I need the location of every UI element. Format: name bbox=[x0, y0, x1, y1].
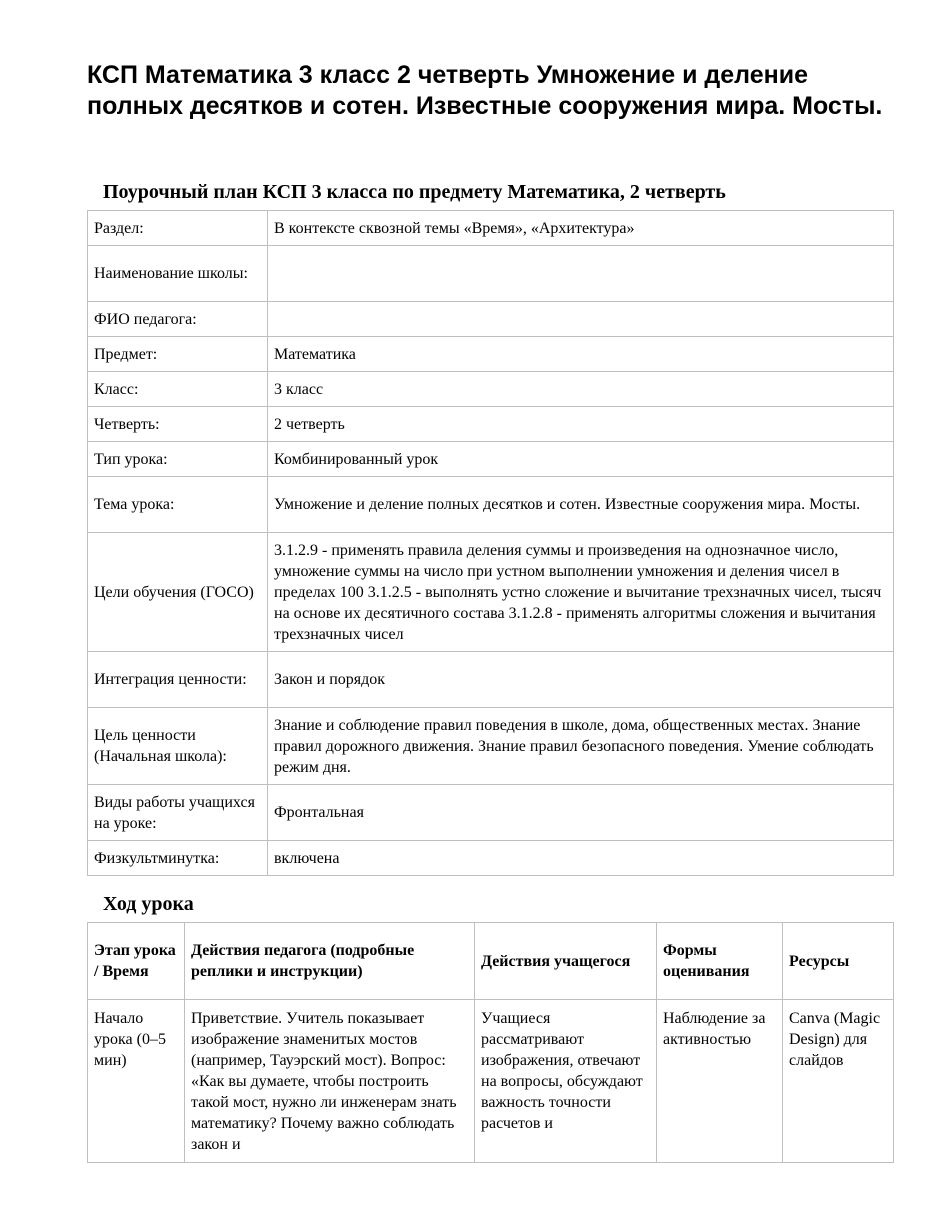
table-row bbox=[88, 477, 894, 533]
row-label: Виды работы учащихся на уроке: bbox=[88, 785, 268, 841]
row-value: Комбинированный урок bbox=[268, 442, 894, 477]
lesson-course-table bbox=[87, 922, 894, 1163]
table-row bbox=[88, 211, 894, 246]
cell-assessment bbox=[657, 1000, 783, 1163]
row-value: Фронтальная bbox=[268, 785, 894, 841]
table-row bbox=[88, 407, 894, 442]
row-label: Тип урока: bbox=[88, 442, 268, 477]
cell-teacher bbox=[185, 1000, 475, 1163]
row-value: 3 класс bbox=[268, 372, 894, 407]
table-row bbox=[88, 841, 894, 876]
plan-heading: Поурочный план КСП 3 класса по предмету Математика, 2 четверть bbox=[103, 181, 726, 203]
row-value: включена bbox=[268, 841, 894, 876]
row-value: Умножение и деление полных десятков и сотен. Известные сооружения мира. Мосты. bbox=[268, 477, 894, 533]
column-header-teacher: Действия педагога (подробные реплики и инструкции) bbox=[185, 923, 475, 1000]
column-header-student: Действия учащегося bbox=[475, 923, 657, 1000]
column-header-stage: Этап урока / Время bbox=[88, 923, 185, 1000]
row-label: Физкультминутка: bbox=[88, 841, 268, 876]
row-value: 3.1.2.9 - применять правила деления суммы и произведения на однозначное число, умножение суммы на число при устном выполнении умножения и деления чисел в пределах 100 3.1.2.5 - выполнять устно сложение и вычитание трехзначных чисел, тысяч на основе их десятичного состава 3.1.2.8 - применять алгоритмы сложения и вычитания трехзначных чисел bbox=[268, 533, 894, 652]
cell-assessment-text: Наблюдение за активностью bbox=[663, 1010, 766, 1048]
table-row bbox=[88, 533, 894, 652]
table-row bbox=[88, 652, 894, 708]
row-label: Раздел: bbox=[88, 211, 268, 246]
column-header-assessment: Формы оценивания bbox=[657, 923, 783, 1000]
row-value bbox=[268, 302, 894, 337]
row-value: Математика bbox=[268, 337, 894, 372]
row-label: Цель ценности (Начальная школа): bbox=[88, 708, 268, 785]
row-label: Цели обучения (ГОСО) bbox=[88, 533, 268, 652]
row-value: 2 четверть bbox=[268, 407, 894, 442]
table-row bbox=[88, 785, 894, 841]
row-label: Четверть: bbox=[88, 407, 268, 442]
row-label: Интеграция ценности: bbox=[88, 652, 268, 708]
row-label: Предмет: bbox=[88, 337, 268, 372]
column-header-resources: Ресурсы bbox=[783, 923, 894, 1000]
course-heading: Ход урока bbox=[103, 893, 194, 915]
row-value: В контексте сквозной темы «Время», «Архитектура» bbox=[268, 211, 894, 246]
row-label: Тема урока: bbox=[88, 477, 268, 533]
row-value: Знание и соблюдение правил поведения в школе, дома, общественных местах. Знание правил дорожного движения. Знание правил безопасного поведения. Умение соблюдать режим дня. bbox=[268, 708, 894, 785]
row-label: Класс: bbox=[88, 372, 268, 407]
cell-resources bbox=[783, 1000, 894, 1163]
table-row bbox=[88, 302, 894, 337]
table-row bbox=[88, 246, 894, 302]
table-row bbox=[88, 337, 894, 372]
table-header-row bbox=[88, 923, 894, 1000]
lesson-info-table bbox=[87, 210, 894, 876]
cell-stage-text: Начало урока (0–5 мин) bbox=[94, 1010, 166, 1069]
document-title: КСП Математика 3 класс 2 четверть Умножение и деление полных десятков и сотен. Известные сооружения мира. Мосты. bbox=[87, 61, 883, 120]
row-label: Наименование школы: bbox=[88, 246, 268, 302]
table-row bbox=[88, 442, 894, 477]
cell-stage bbox=[88, 1000, 185, 1163]
cell-teacher-text: Приветствие. Учитель показывает изображение знаменитых мостов (например, Тауэрский мост). Вопрос: «Как вы думаете, чтобы построить такой мост, нужно ли инженерам знать математику? Почему важно соблюдать закон и bbox=[191, 1010, 457, 1153]
table-row bbox=[88, 1000, 894, 1163]
table-row bbox=[88, 372, 894, 407]
cell-student bbox=[475, 1000, 657, 1163]
row-value bbox=[268, 246, 894, 302]
row-label: ФИО педагога: bbox=[88, 302, 268, 337]
row-value: Закон и порядок bbox=[268, 652, 894, 708]
cell-resources-text: Canva (Magic Design) для слайдов bbox=[789, 1010, 881, 1069]
cell-student-text: Учащиеся рассматривают изображения, отвечают на вопросы, обсуждают важность точности расчетов и bbox=[481, 1010, 643, 1132]
table-row bbox=[88, 708, 894, 785]
